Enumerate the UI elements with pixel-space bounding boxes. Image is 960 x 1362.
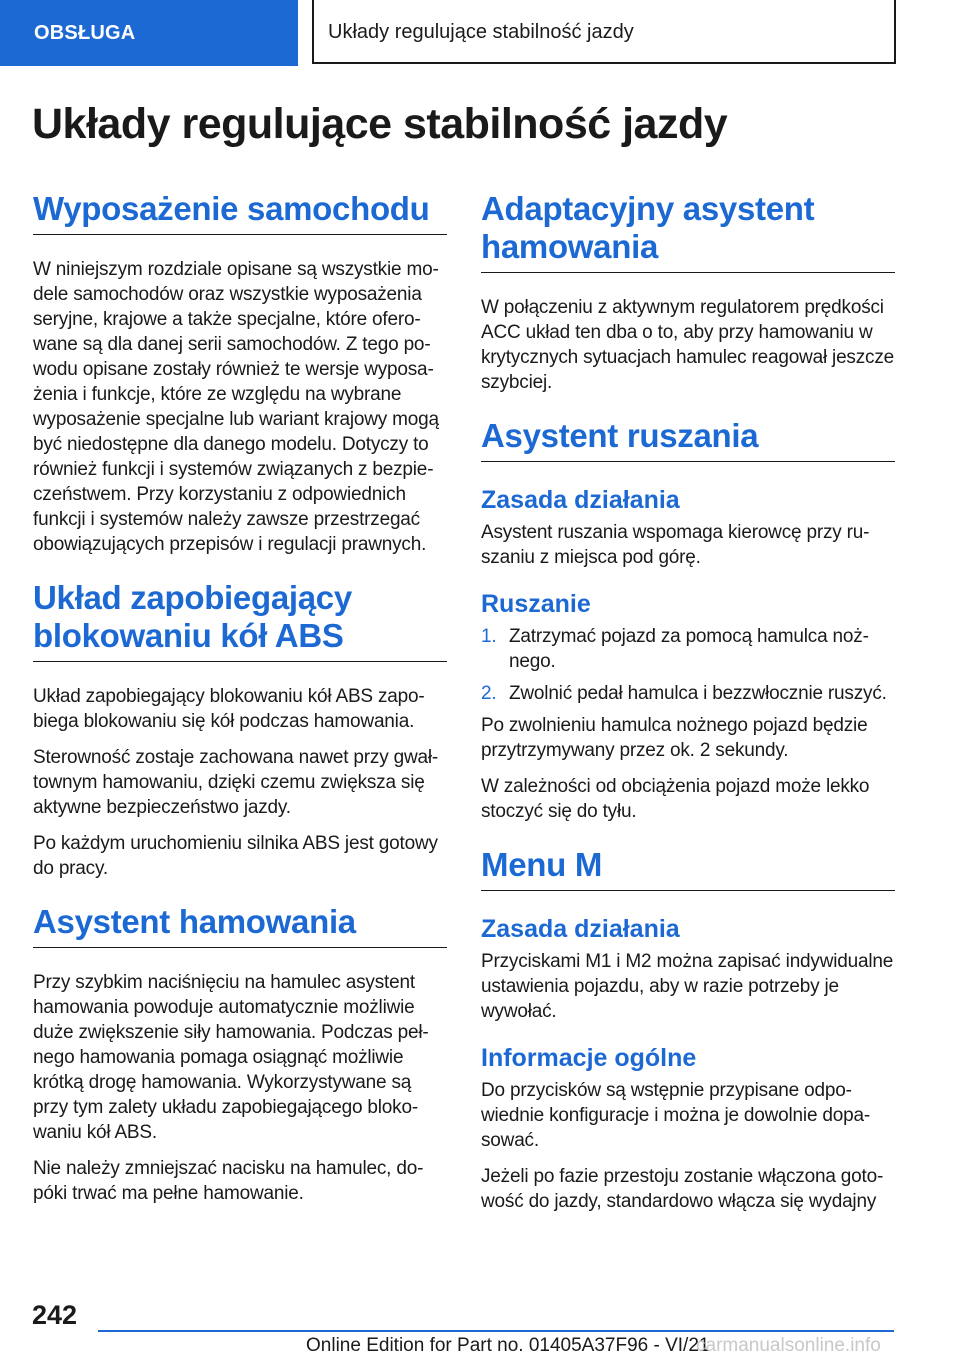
paragraph: Nie należy zmniejszać nacisku na hamulec, dopóki trwać ma pełne hamowanie. bbox=[33, 1158, 424, 1204]
subheading-general-info: Informacje ogólne bbox=[481, 1044, 697, 1072]
list-item bbox=[481, 624, 895, 674]
section-abs bbox=[33, 579, 447, 881]
page-header bbox=[0, 0, 960, 66]
section-tab: OBSŁUGA bbox=[0, 0, 298, 66]
page-number: 242 bbox=[32, 1300, 78, 1330]
step-number: 2. bbox=[481, 683, 497, 704]
chapter-tab: Układy regulujące stabilność jazdy bbox=[312, 0, 896, 64]
paragraph: Po każdym uruchomieniu silnika ABS jest gotowy do pracy. bbox=[33, 833, 438, 879]
heading-m-menu: Menu M bbox=[481, 846, 895, 891]
paragraph: Przyciskami M1 i M2 można zapisać indywidualne ustawienia pojazdu, aby w razie potrzeby je wywołać. bbox=[481, 951, 894, 1022]
heading-brake-assist: Asystent hamowania bbox=[33, 903, 447, 948]
watermark: carmanualsonline.info bbox=[696, 1335, 881, 1356]
edition-note: Online Edition for Part no. 01405A37F96 - VI/21 bbox=[306, 1335, 710, 1356]
step-text: Zatrzymać pojazd za pomocą hamulca nożnego. bbox=[509, 626, 869, 672]
section-brake-assist bbox=[33, 903, 447, 1206]
paragraph: Przy szybkim naciśnięciu na hamulec asystent hamowania powoduje automatycznie możliwie duże zwiększenie siły hamowania. Podczas pełnego hamowania pomaga osiągnąć możliwie krótką drogę hamowania. Wykorzystywane są przy tym zalety układu zapobiegającego blokowaniu kół ABS. bbox=[33, 972, 429, 1143]
paragraph: W połączeniu z aktywnym regulatorem prędkości ACC układ ten dba o to, aby przy hamowaniu w krytycznych sytuacjach hamulec reagował jeszcze szybciej. bbox=[481, 297, 894, 393]
left-column bbox=[33, 190, 447, 1228]
subheading-principle: Zasada działania bbox=[481, 486, 680, 514]
step-text: Zwolnić pedał hamulca i bezzwłocznie ruszyć. bbox=[509, 683, 887, 704]
list-item bbox=[481, 681, 895, 706]
paragraph: Sterowność zostaje zachowana nawet przy gwałtownym hamowaniu, dzięki czemu zwiększa się aktywne bezpieczeństwo jazdy. bbox=[33, 747, 439, 818]
right-column bbox=[481, 190, 895, 1236]
section-vehicle-equipment bbox=[33, 190, 447, 557]
section-hill-start bbox=[481, 417, 895, 824]
paragraph: Do przycisków są wstępnie przypisane odpowiednie konfiguracje i można je dowolnie dopasować. bbox=[481, 1080, 871, 1151]
paragraph: W niniejszym rozdziale opisane są wszystkie modele samochodów oraz wszystkie wyposażenia seryjne, krajowe a także specjalne, które oferowane są dla danej serii samochodów. Z tego powodu opisane zostały również te wersje wyposażenia i funkcje, które ze względu na wybrane wyposażenie specjalne lub wariant krajowy mogą być niedostępne dla danego modelu. Dotyczy to również funkcji i systemów związanych z bezpieczeństwem. Przy korzystaniu z odpowiednich funkcji i systemów należy zawsze przestrzegać obowiązujących przepisów i regulacji prawnych. bbox=[33, 259, 439, 555]
paragraph: W zależności od obciążenia pojazd może lekko stoczyć się do tyłu. bbox=[481, 776, 870, 822]
heading-adaptive-brake-assist: Adaptacyjny asystent hamowania bbox=[481, 190, 895, 273]
paragraph: Układ zapobiegający blokowaniu kół ABS zapobiega blokowaniu się kół podczas hamowania. bbox=[33, 686, 425, 732]
heading-vehicle-equipment: Wyposażenie samochodu bbox=[33, 190, 447, 235]
heading-abs: Układ zapobiegający blokowaniu kół ABS bbox=[33, 579, 447, 662]
section-adaptive-brake-assist bbox=[481, 190, 895, 395]
subheading-drive-off: Ruszanie bbox=[481, 590, 591, 618]
step-number: 1. bbox=[481, 626, 497, 647]
paragraph: Jeżeli po fazie przestoju zostanie włączona gotowość do jazdy, standardowo włącza się wydajny bbox=[481, 1166, 884, 1212]
page-title: Układy regulujące stabilność jazdy bbox=[32, 100, 728, 148]
section-m-menu bbox=[481, 846, 895, 1214]
paragraph: Po zwolnieniu hamulca nożnego pojazd będzie przytrzymywany przez ok. 2 sekundy. bbox=[481, 715, 868, 761]
heading-hill-start: Asystent ruszania bbox=[481, 417, 895, 462]
subheading-principle: Zasada działania bbox=[481, 915, 680, 943]
paragraph: Asystent ruszania wspomaga kierowcę przy ruszaniu z miejsca pod górę. bbox=[481, 522, 870, 568]
footer-divider bbox=[98, 1330, 894, 1332]
steps-list bbox=[481, 624, 895, 706]
